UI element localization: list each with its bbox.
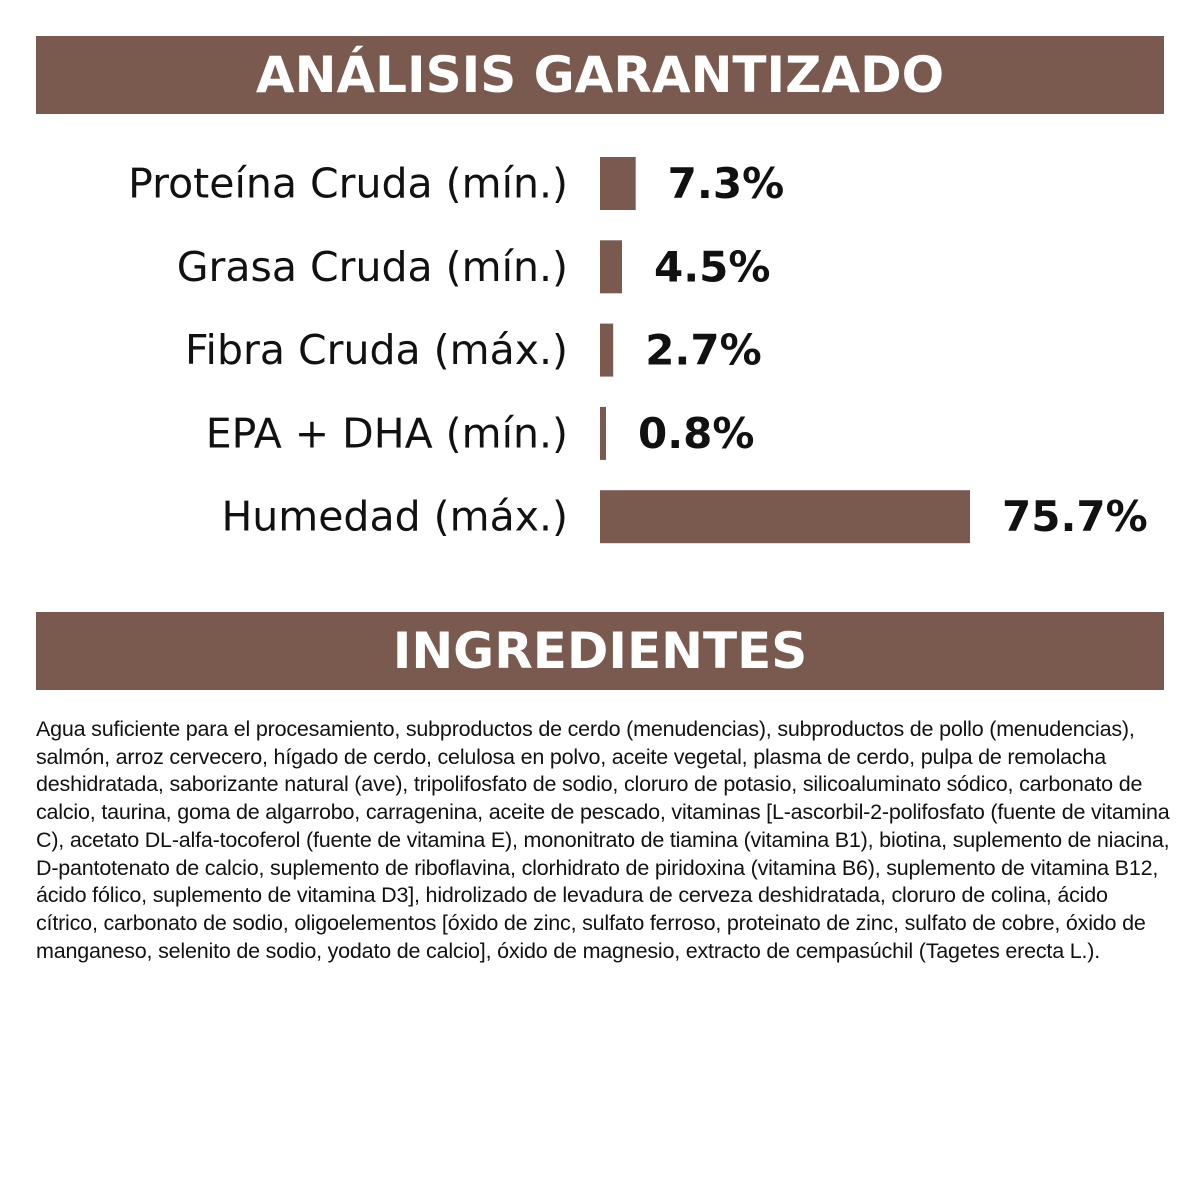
bar	[600, 490, 970, 543]
ingredients-banner	[36, 612, 1164, 690]
value-label: 0.8%	[638, 408, 755, 458]
bar	[600, 240, 622, 293]
value-label: 2.7%	[645, 325, 762, 375]
chart-rows	[128, 157, 1148, 543]
ingredients-list: Agua suficiente para el procesamiento, subproductos de cerdo (menudencias), subproductos de pollo (menudencias), salmón, arroz cervecero, hígado de cerdo, celulosa en polvo, aceite vegetal, plasma de cerdo, pulpa de remolacha deshidratada, saborizante natural (ave), tripolifosfato de sodio, cloruro de potasio, silicoaluminato sódico, carbonato de calcio, taurina, goma de algarrobo, carragenina, aceite de pescado, vitaminas [L-ascorbil-2-polifosfato (fuente de vitamina C), acetato DL-alfa-tocoferol (fuente de vitamina E), mononitrato de tiamina (vitamina B1), biotina, suplemento de niacina, D-pantotenato de calcio, suplemento de riboflavina, clorhidrato de piridoxina (vitamina B6), suplemento de vitamina B12, ácido fólico, suplemento de vitamina D3], hidrolizado de levadura de cerveza deshidratada, cloruro de colina, ácido cítrico, carbonato de sodio, oligoelementos [óxido de zinc, sulfato ferroso, proteinato de zinc, sulfato de cobre, óxido de manganeso, selenito de sodio, yodato de calcio], óxido de magnesio, extracto de cempasúchil (Tagetes erecta L.).	[36, 717, 1170, 963]
bar	[600, 407, 606, 460]
bar	[600, 324, 613, 377]
value-label: 4.5%	[653, 242, 771, 292]
category-label: EPA + DHA (mín.)	[205, 409, 568, 458]
bar	[600, 157, 636, 210]
value-label: 75.7%	[1002, 492, 1148, 542]
value-label: 7.3%	[667, 159, 785, 208]
category-label: Proteína Cruda (mín.)	[128, 159, 568, 208]
ingredients-title: INGREDIENTES	[392, 622, 808, 680]
category-label: Humedad (máx.)	[221, 492, 568, 541]
category-label: Fibra Cruda (máx.)	[184, 326, 568, 375]
analysis-title: ANÁLISIS GARANTIZADO	[255, 46, 945, 104]
category-label: Grasa Cruda (mín.)	[176, 242, 568, 291]
